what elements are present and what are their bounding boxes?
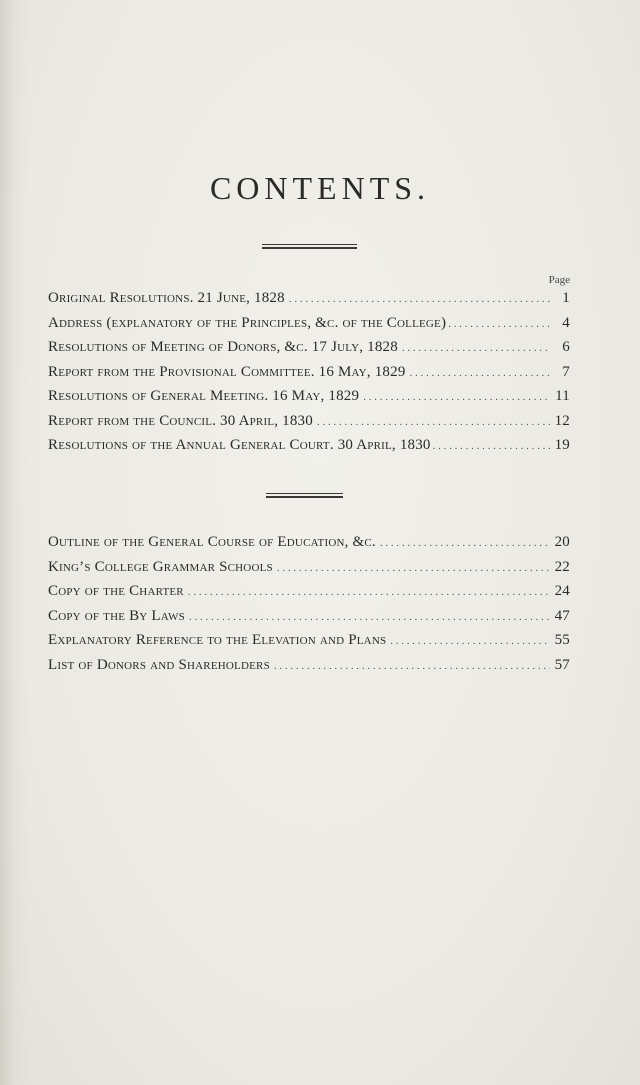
page-column-label: Page bbox=[548, 274, 570, 286]
dot-leader bbox=[188, 586, 550, 598]
dot-leader bbox=[448, 318, 552, 330]
entry-page-number: 20 bbox=[554, 534, 570, 550]
entry-page-number: 19 bbox=[554, 437, 570, 453]
contents-entry bbox=[48, 364, 570, 389]
entry-page-number: 7 bbox=[562, 363, 570, 380]
entry-page-number: 55 bbox=[554, 632, 570, 648]
dot-leader bbox=[289, 293, 550, 305]
contents-list-primary bbox=[48, 290, 570, 462]
double-rule-divider bbox=[266, 493, 343, 499]
dot-leader bbox=[380, 537, 550, 549]
entry-title: Original Resolutions. 21 June, 1828 bbox=[48, 290, 285, 306]
entry-page-number: 6 bbox=[562, 339, 570, 355]
entry-title: Resolutions of General Meeting. 16 May, 1829 bbox=[48, 388, 360, 404]
contents-entry bbox=[48, 315, 570, 340]
contents-entry bbox=[48, 559, 570, 584]
entry-title: Resolutions of the Annual General Court. 30 April, 1830 bbox=[48, 437, 431, 453]
entry-page-number: 4 bbox=[562, 314, 570, 331]
entry-page-number: 22 bbox=[554, 558, 570, 575]
dot-leader bbox=[277, 562, 550, 574]
dot-leader bbox=[363, 391, 550, 403]
entry-title: Resolutions of Meeting of Donors, &c. 17 July, 1828 bbox=[48, 339, 398, 355]
contents-list-secondary bbox=[48, 534, 570, 681]
entry-page-number: 47 bbox=[554, 607, 570, 624]
entry-title: Explanatory Reference to the Elevation and Plans bbox=[48, 632, 387, 648]
entry-title: Address (explanatory of the Principles, &c. of the College) bbox=[48, 314, 447, 331]
entry-page-number: 1 bbox=[562, 290, 570, 306]
entry-title: Report from the Provisional Committee. 16 May, 1829 bbox=[48, 363, 406, 380]
contents-entry bbox=[48, 657, 570, 682]
dot-leader bbox=[274, 660, 550, 672]
entry-title: Outline of the General Course of Education, &c. bbox=[48, 534, 376, 550]
dot-leader bbox=[410, 367, 550, 379]
entry-title: Copy of the By Laws bbox=[48, 607, 185, 624]
entry-title: Report from the Council. 30 April, 1830 bbox=[48, 412, 313, 429]
dot-leader bbox=[402, 342, 550, 354]
entry-page-number: 57 bbox=[554, 656, 570, 673]
contents-entry bbox=[48, 339, 570, 364]
entry-title: Copy of the Charter bbox=[48, 583, 184, 599]
contents-entry bbox=[48, 632, 570, 657]
entry-title: List of Donors and Shareholders bbox=[48, 656, 270, 673]
page-title: CONTENTS. bbox=[209, 170, 431, 206]
entry-page-number: 11 bbox=[555, 388, 570, 404]
dot-leader bbox=[317, 416, 550, 428]
contents-entry bbox=[48, 290, 570, 315]
contents-entry bbox=[48, 608, 570, 633]
contents-entry bbox=[48, 437, 570, 462]
double-rule-divider bbox=[262, 244, 357, 250]
contents-entry bbox=[48, 534, 570, 559]
entry-page-number: 24 bbox=[554, 583, 570, 599]
entry-title: King’s College Grammar Schools bbox=[48, 558, 273, 575]
dot-leader bbox=[433, 440, 552, 452]
contents-entry bbox=[48, 413, 570, 438]
entry-page-number: 12 bbox=[554, 412, 570, 429]
dot-leader bbox=[189, 611, 550, 623]
contents-entry bbox=[48, 583, 570, 608]
dot-leader bbox=[390, 635, 550, 647]
contents-entry bbox=[48, 388, 570, 413]
